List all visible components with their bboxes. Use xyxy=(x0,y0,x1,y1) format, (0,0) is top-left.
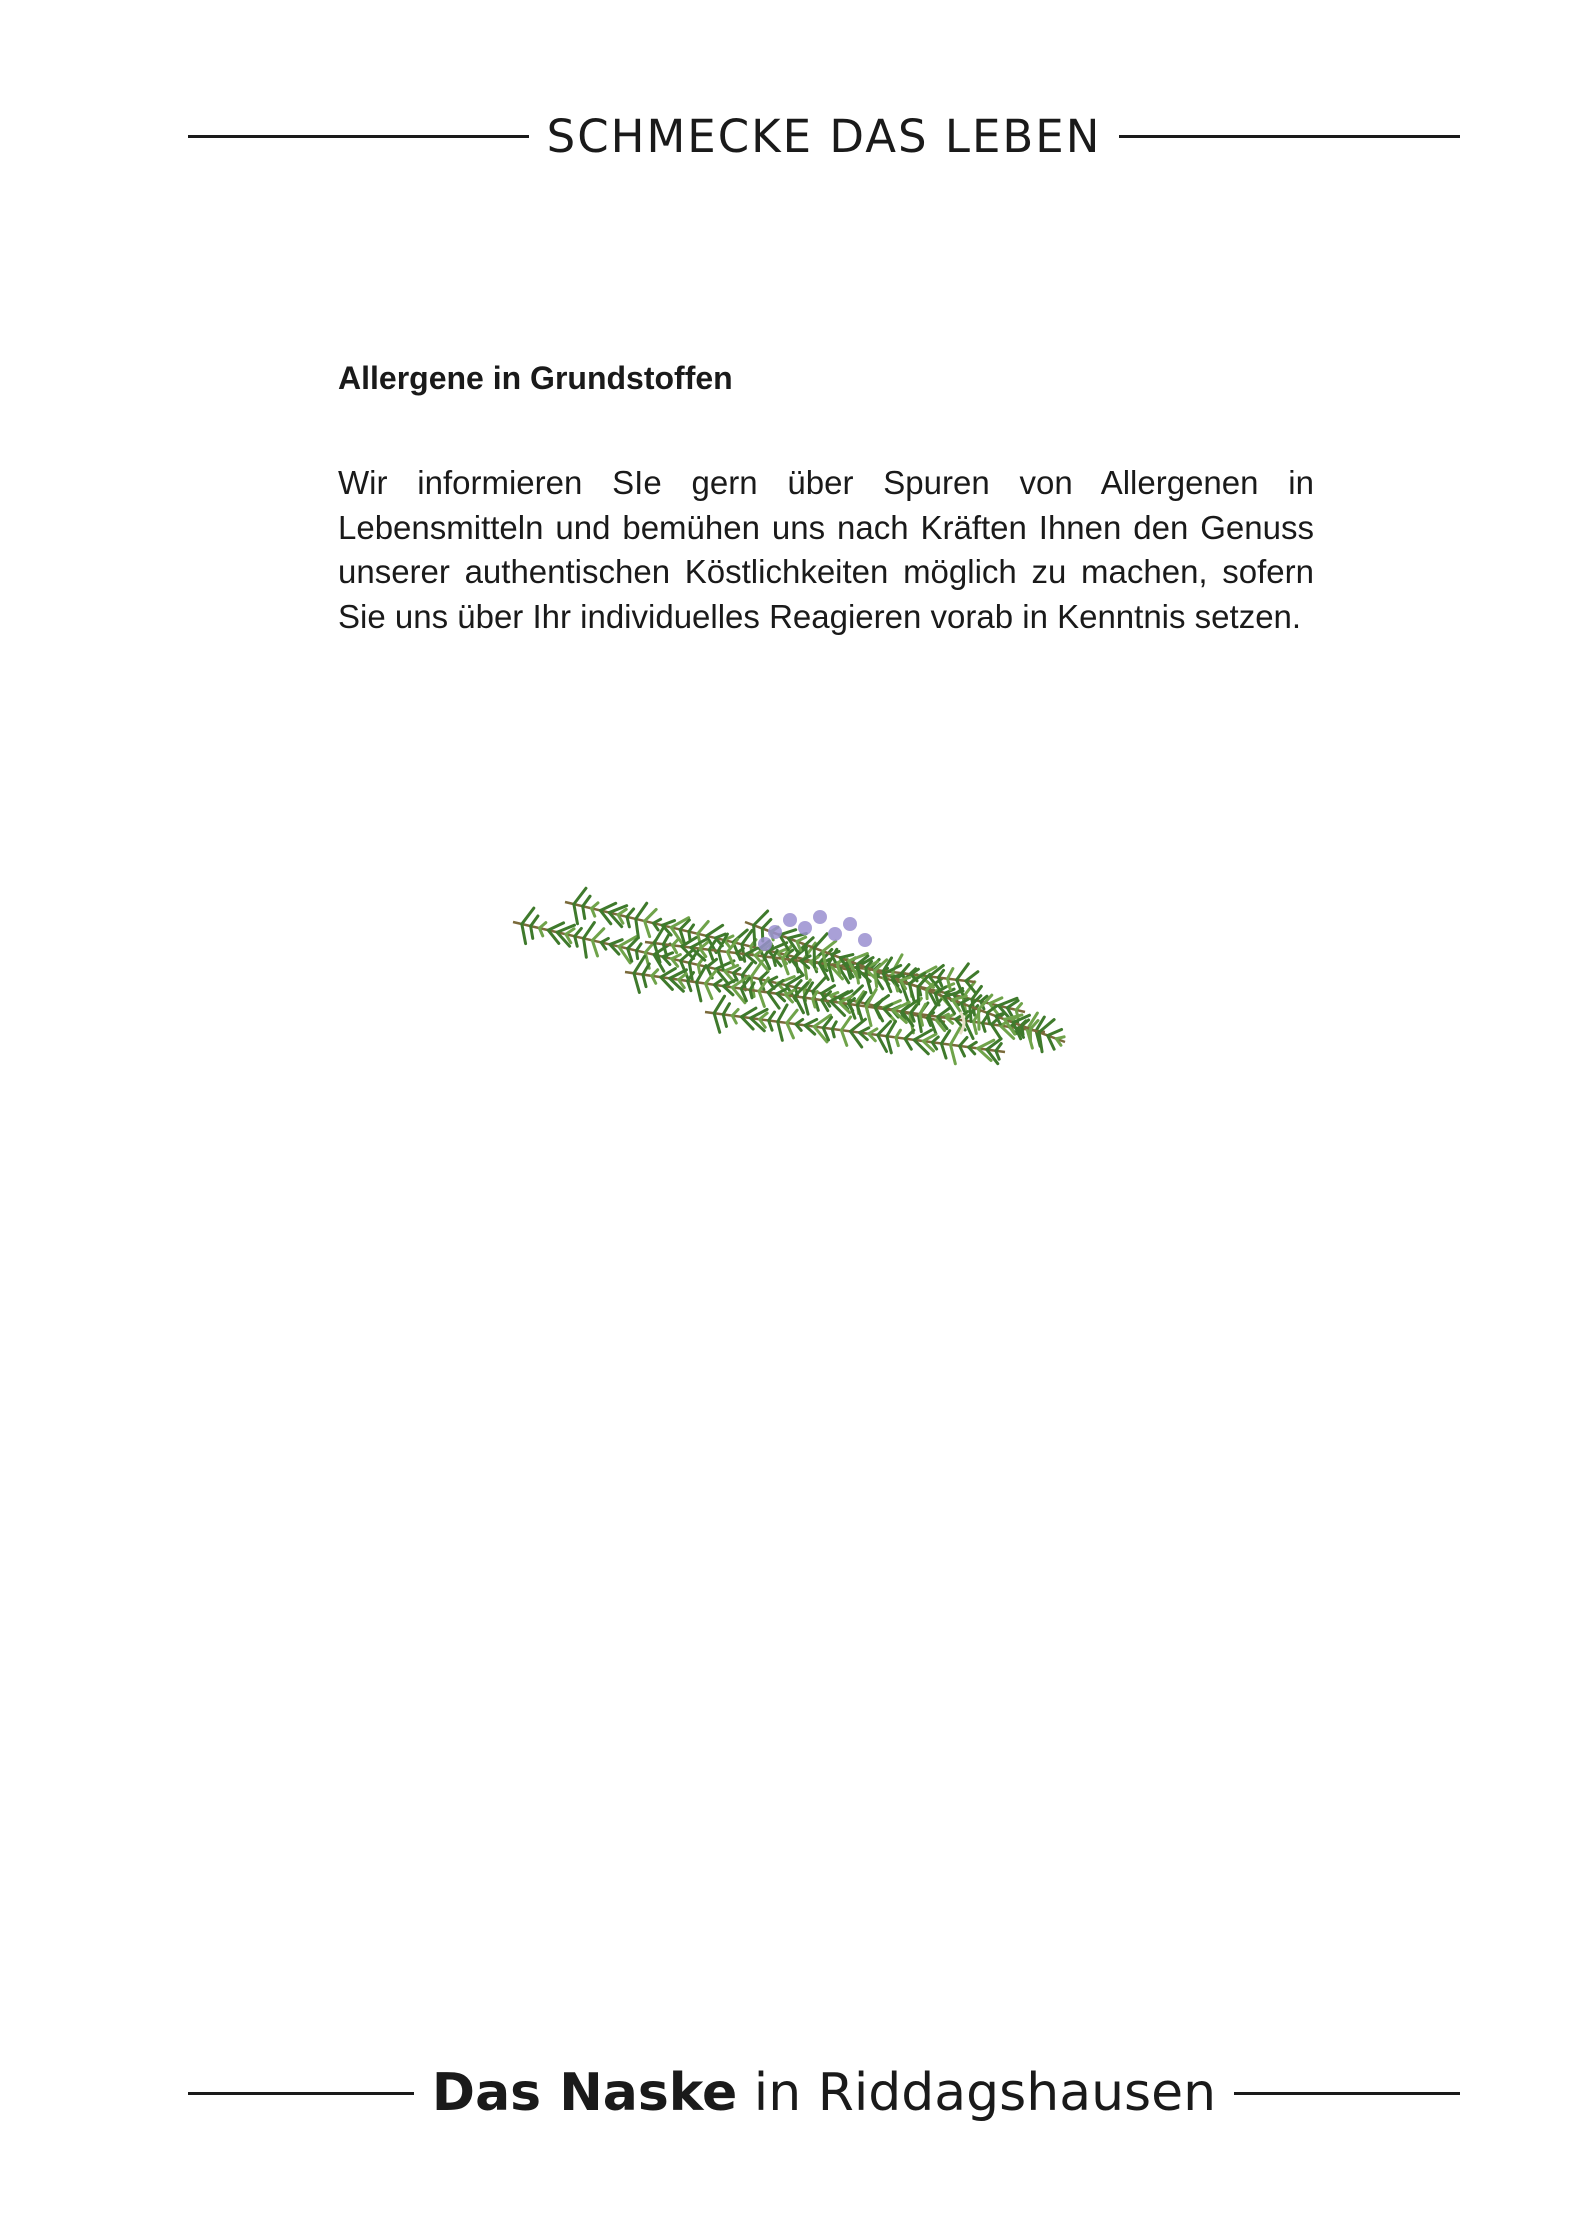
section-body-text: Wir informieren SIe gern über Spuren von Allergenen in Lebensmitteln und bemühen uns nach Kräften Ihnen den Genuss unserer authentischen Köstlichkeiten möglich zu machen, sofern Sie uns über Ihr individuelles Reagieren vorab in Kenntnis setzen. xyxy=(338,464,1314,635)
footer-location: in Riddagshausen xyxy=(737,2063,1217,2123)
footer-brand: Das Naske xyxy=(431,2063,738,2123)
header-rule-left xyxy=(188,135,529,138)
header-title: SCHMECKE DAS LEBEN xyxy=(546,109,1102,163)
section-heading: Allergene in Grundstoffen xyxy=(338,360,733,396)
header-rule-right xyxy=(1119,135,1460,138)
footer-title xyxy=(414,2063,1234,2123)
footer-rule-right xyxy=(1234,2092,1460,2095)
rosemary-sprig-illustration xyxy=(505,862,1075,1092)
page-header xyxy=(188,106,1460,166)
footer-rule-left xyxy=(188,2092,414,2095)
main-content xyxy=(338,360,1314,639)
page-footer xyxy=(188,2058,1460,2128)
